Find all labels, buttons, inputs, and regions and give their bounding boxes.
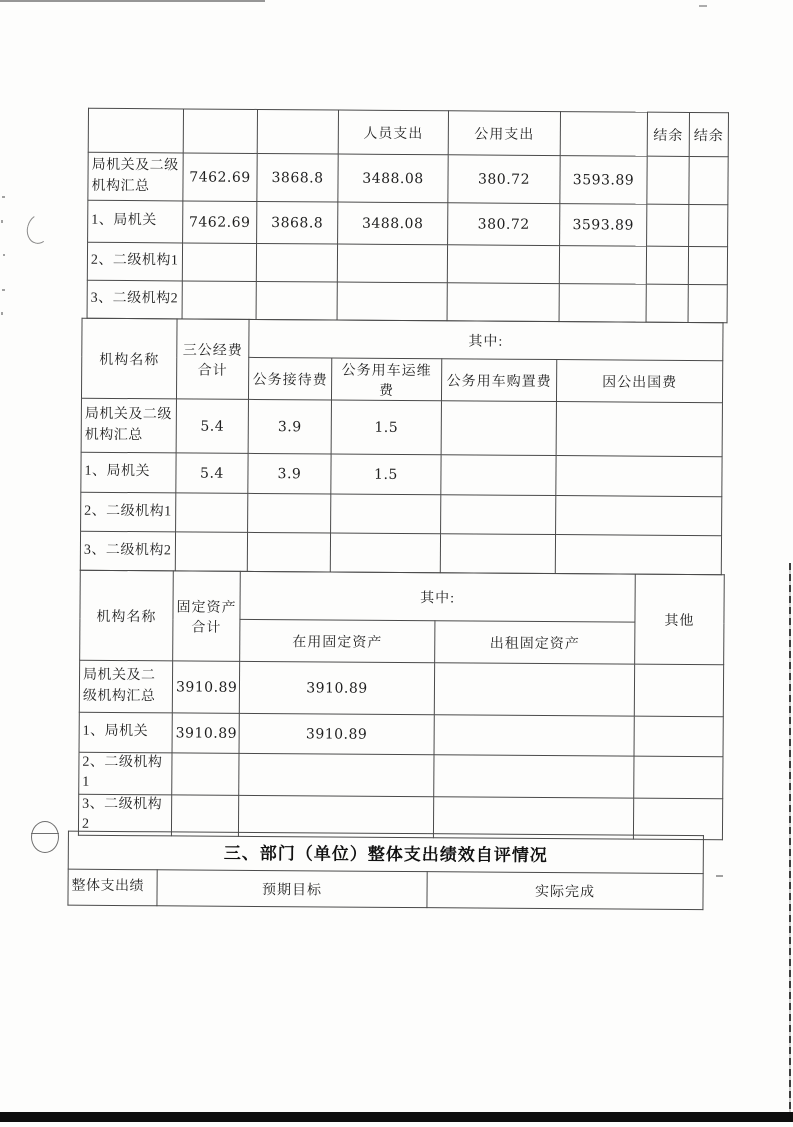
- table-cell: 3.9: [248, 453, 331, 494]
- section-title: 三、部门（单位）整体支出绩效自评情况: [68, 831, 703, 873]
- row-label: 1、局机关: [88, 200, 183, 243]
- row-label: 1、局机关: [81, 452, 176, 493]
- column-header: [88, 108, 183, 153]
- table-cell: 3910.89: [239, 661, 434, 714]
- column-header-other: 其他: [635, 574, 725, 665]
- table-row: [87, 280, 727, 322]
- column-header-vehicle-maintenance: 公务用车运维费: [331, 358, 441, 401]
- table-row: [88, 108, 728, 156]
- table-row: [81, 398, 722, 456]
- table-row: [81, 492, 722, 535]
- table-cell: [331, 494, 441, 534]
- row-label: 2、二级机构1: [87, 242, 182, 281]
- column-header-balance: 结余: [689, 112, 728, 156]
- column-header-three-funds-total: 三公经费合计: [176, 319, 249, 400]
- table-cell: [239, 753, 434, 796]
- row-label: 3、二级机构2: [87, 280, 182, 319]
- row-label: 局机关及二级机构汇总: [79, 660, 172, 713]
- table-cell: [634, 664, 723, 717]
- row-label: 3、二级机构2: [78, 794, 171, 836]
- table-row: [79, 660, 723, 716]
- row-label: 2、二级机构1: [79, 752, 172, 794]
- table-cell: 3.9: [248, 399, 331, 454]
- table-cell: [556, 456, 722, 497]
- row-label: 2、二级机构1: [81, 492, 176, 532]
- table-cell: [556, 496, 722, 536]
- column-header: [183, 109, 257, 154]
- table-cell: [634, 756, 723, 798]
- column-header-balance: 结余: [647, 112, 689, 156]
- table-cell: [256, 281, 337, 320]
- table-cell: [647, 156, 689, 204]
- table-cell: 7462.69: [183, 153, 257, 202]
- table-cell: [434, 755, 634, 798]
- table-row: [82, 318, 723, 360]
- table-cell: [646, 284, 688, 322]
- column-header-official-reception: 公务接待费: [248, 357, 331, 400]
- column-header-among-which: 其中:: [249, 319, 723, 360]
- table-cell: [337, 244, 447, 283]
- table-cell: [256, 243, 337, 282]
- table-cell: [559, 246, 646, 285]
- table-cell: [441, 495, 556, 535]
- column-header-assets-rented-out: 出租固定资产: [435, 621, 635, 664]
- table-cell: 3593.89: [560, 204, 647, 247]
- table-row: [88, 200, 728, 246]
- table-cell: [175, 532, 247, 572]
- table-row: [87, 242, 727, 284]
- table-cell: 3488.08: [338, 154, 448, 203]
- table-cell: [447, 283, 559, 322]
- table-cell: [647, 204, 689, 246]
- scan-artifact-top-dash: [699, 5, 707, 7]
- table-row: [79, 752, 723, 798]
- column-header-org-name: 机构名称: [80, 570, 174, 661]
- table-cell: 1.5: [331, 454, 441, 495]
- table-cell: 5.4: [176, 453, 248, 494]
- table-cell: 7462.69: [183, 201, 257, 244]
- three-public-funds-table: [80, 318, 724, 575]
- table-cell: [182, 281, 256, 320]
- table-row: [80, 531, 721, 574]
- column-header-actual-completion: 实际完成: [427, 872, 703, 910]
- column-header-public-expenditure: 公用支出: [448, 111, 560, 156]
- column-header-overseas-trips: 因公出国费: [556, 360, 722, 403]
- table-cell: [646, 246, 688, 284]
- table-row: [80, 570, 724, 622]
- column-header-fixed-assets-total: 固定资产合计: [173, 571, 241, 661]
- row-label: 局机关及二级机构汇总: [81, 398, 176, 453]
- table-row: [79, 712, 723, 756]
- table-cell: 380.72: [448, 155, 560, 204]
- fixed-assets-table: [78, 570, 725, 841]
- table-cell: [171, 794, 238, 836]
- column-header: [257, 109, 338, 154]
- table-cell: [440, 534, 555, 574]
- column-header-expected-goal: 预期目标: [157, 870, 427, 908]
- table-cell: 3910.89: [239, 713, 434, 754]
- table-row: [88, 152, 728, 204]
- row-label: 3、二级机构2: [80, 531, 175, 571]
- column-header-assets-in-use: 在用固定资产: [240, 619, 435, 662]
- table-row: [68, 831, 703, 873]
- table-cell: [689, 204, 728, 246]
- table-cell: [434, 715, 634, 756]
- table-row: [68, 869, 703, 909]
- column-header-org-name: 机构名称: [81, 318, 177, 399]
- table-cell: [434, 663, 634, 716]
- table-cell: 5.4: [176, 399, 248, 454]
- table-cell: [633, 798, 722, 840]
- table-cell: [182, 243, 256, 282]
- table-cell: 380.72: [448, 203, 560, 246]
- scan-artifact-punch-hole: [31, 821, 59, 853]
- table-cell: 3593.89: [560, 156, 647, 205]
- table-cell: 3868.8: [257, 153, 338, 202]
- expenditure-summary-table: [87, 108, 729, 323]
- table-cell: [688, 284, 727, 322]
- table-cell: [337, 282, 447, 321]
- table-cell: [688, 246, 727, 284]
- column-header-among-which: 其中:: [240, 571, 635, 622]
- table-cell: [555, 535, 721, 575]
- table-cell: [176, 493, 248, 533]
- table-row: [81, 452, 722, 496]
- scan-artifact-speck: [3, 254, 5, 256]
- scan-artifact-speck: [1, 220, 3, 223]
- table-cell: [248, 493, 331, 533]
- row-label: 1、局机关: [79, 712, 172, 753]
- table-cell: [634, 716, 723, 757]
- table-cell: 3910.89: [172, 661, 239, 713]
- row-label-overall-expenditure: 整体支出绩: [68, 869, 157, 906]
- scan-artifact-bottom-bar: [0, 1112, 793, 1122]
- column-header-personnel-expenditure: 人员支出: [338, 110, 448, 155]
- scan-artifact-speck: [2, 196, 5, 198]
- table-cell: 1.5: [331, 400, 441, 455]
- column-header: [560, 112, 647, 157]
- scan-artifact-right-edge-line: [789, 563, 791, 1113]
- table-cell: [441, 401, 556, 456]
- scan-artifact-speck: [716, 875, 723, 877]
- column-header-vehicle-purchase: 公务用车购置费: [441, 359, 556, 402]
- performance-self-evaluation-section: [67, 831, 704, 910]
- scan-artifact-speck: [1, 312, 3, 315]
- table-cell: [441, 455, 556, 496]
- row-label: 局机关及二级机构汇总: [88, 152, 183, 201]
- table-cell: 3488.08: [338, 202, 448, 245]
- table-cell: [247, 532, 330, 572]
- table-cell: [556, 402, 722, 457]
- table-cell: [330, 533, 440, 573]
- table-cell: 3868.8: [257, 201, 338, 244]
- table-cell: 3910.89: [172, 713, 239, 753]
- table-cell: [447, 245, 559, 284]
- scan-artifact-top-edge: [0, 0, 265, 2]
- table-cell: [689, 156, 728, 204]
- table-cell: [172, 753, 239, 795]
- table-cell: [559, 284, 646, 323]
- scan-artifact-speck: [2, 289, 5, 291]
